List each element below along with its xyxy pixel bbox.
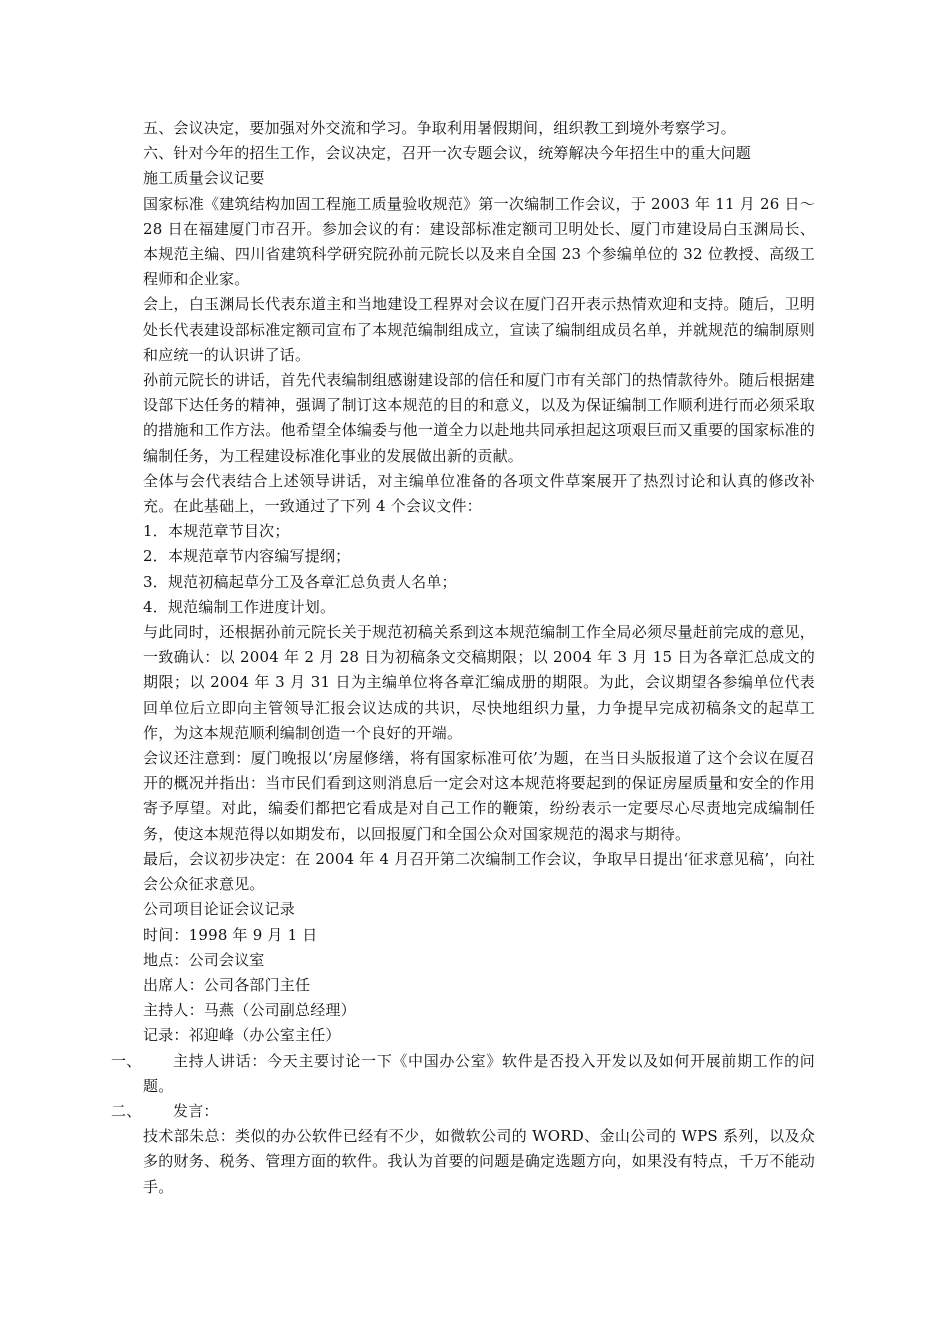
numbered-item: 4．规范编制工作进度计划。 — [143, 597, 336, 616]
paragraph: 六、针对今年的招生工作，会议决定，召开一次专题会议，统筹解决今年招生中的重大问题 — [143, 144, 752, 163]
section-title: 公司项目论证会议记录 — [143, 900, 296, 919]
paragraph: 五、会议决定，要加强对外交流和学习。争取利用暑假期间，组织教工到境外考察学习。 — [143, 119, 736, 137]
document-body — [111, 116, 815, 1200]
paragraph: 最后，会议初步决定：在 2004 年 4 月召开第二次编制工作会议，争取早日提出‘征求意见稿’，向社会公众征求意见。 — [143, 849, 815, 894]
paragraph: 技术部朱总：类似的办公软件已经有不少，如微软公司的 WORD、金山公司的 WPS 系列，以及众多的财务、税务、管理方面的软件。我认为首要的问题是确定选题方向，如果没有特点，千万不能动手。 — [143, 1127, 815, 1196]
list-marker: 二、 — [111, 1101, 142, 1120]
list-item-text: 发言： — [173, 1101, 219, 1120]
numbered-item: 2．本规范章节内容编写提纲； — [143, 547, 351, 566]
paragraph: 全体与会代表结合上述领导讲话，对主编单位准备的各项文件草案展开了热烈讨论和认真的修改补充。在此基础上，一致通过了下列 4 个会议文件： — [143, 471, 815, 516]
meeting-attendees: 出席人：公司各部门主任 — [143, 975, 311, 994]
paragraph: 会议还注意到：厦门晚报以‘房屋修缮，将有国家标准可依’为题，在当日头版报道了这个会议在厦召开的概况并指出：当市民们看到这则消息后一定会对这本规范将要起到的保证房屋质量和安全的作用寄予厚望。对此，编委们都把它看成是对自己工作的鞭策，纷纷表示一定要尽心尽责地完成编制任务，使这本规范得以如期发布，以回报厦门和全国公众对国家规范的渴求与期待。 — [143, 749, 815, 843]
numbered-item: 1．本规范章节目次； — [143, 522, 290, 541]
list-item-text: 主持人讲话：今天主要讨论一下《中国办公室》软件是否投入开发以及如何开展前期工作的问题。 — [143, 1051, 815, 1095]
list-marker: 一、 — [111, 1051, 142, 1070]
list-item — [111, 1049, 815, 1099]
list-item — [111, 1099, 815, 1124]
section-title: 施工质量会议记要 — [143, 169, 265, 188]
meeting-host: 主持人：马燕（公司副总经理） — [143, 1001, 356, 1020]
paragraph: 孙前元院长的讲话，首先代表编制组感谢建设部的信任和厦门市有关部门的热情款待外。随后根据建设部下达任务的精神，强调了制订这本规范的目的和意义，以及为保证编制工作顺利进行而必须采取的措施和工作方法。他希望全体编委与他一道全力以赴地共同承担起这项艰巨而又重要的国家标准的编制任务，为工程建设标准化事业的发展做出新的贡献。 — [143, 371, 815, 465]
paragraph: 与此同时，还根据孙前元院长关于规范初稿关系到这本规范编制工作全局必须尽量赶前完成的意见，一致确认：以 2004 年 2 月 28 日为初稿条文交稿期限；以 2004 年 3 月 15 日为各章汇总成文的期限；以 2004 年 3 月 31 日为主编单位将各章汇编成册的期限。为此，会议期望各参编单位代表回单位后立即向主管领导汇报会议达成的共识，尽快地组织力量，力争提早完成初稿条文的起草工作，为这本规范顺利编制创造一个良好的开端。 — [143, 623, 815, 742]
meeting-time: 时间：1998 年 9 月 1 日 — [143, 925, 318, 944]
paragraph: 会上，白玉渊局长代表东道主和当地建设工程界对会议在厦门召开表示热情欢迎和支持。随后，卫明处长代表建设部标准定额司宣布了本规范编制组成立，宣读了编制组成员名单，并就规范的编制原则和应统一的认识讲了话。 — [143, 295, 815, 364]
meeting-recorder: 记录：祁迎峰（办公室主任） — [143, 1026, 341, 1045]
meeting-location: 地点：公司会议室 — [143, 950, 265, 969]
paragraph: 国家标准《建筑结构加固工程施工质量验收规范》第一次编制工作会议，于 2003 年 11 月 26 日～28 日在福建厦门市召开。参加会议的有：建设部标准定额司卫明处长、厦门市建设局白玉渊局长、本规范主编、四川省建筑科学研究院孙前元院长以及来自全国 23 个参编单位的 32 位教授、高级工程师和企业家。 — [143, 194, 815, 289]
numbered-item: 3．规范初稿起草分工及各章汇总负责人名单； — [143, 572, 457, 591]
